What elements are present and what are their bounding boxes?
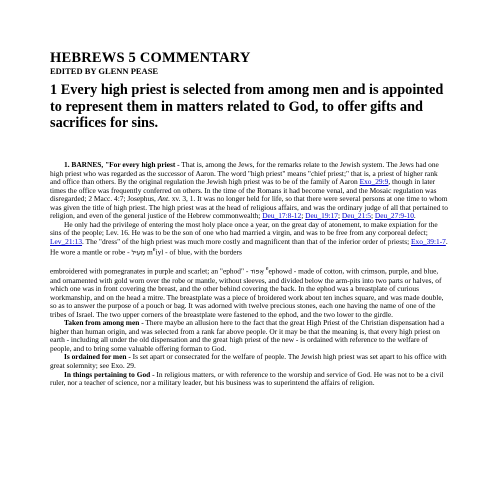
paragraph-text: ; bbox=[301, 211, 306, 221]
paragraph-text: That is, among the Jews, for the remarks relate to the Jewish system. The Jews had one high priest who was regarded as the successor of Aaron. The word "high priest" means "chief priest;" that is, a priest of higher rank and office than others. By the original regulation the Jewish high priest was to be of the family of Aaron bbox=[50, 160, 439, 187]
hebrew-word: מְעִיל bbox=[131, 248, 146, 257]
scripture-link[interactable]: Deu_19:17 bbox=[305, 211, 338, 221]
paragraph-text: m bbox=[145, 247, 153, 257]
commentary-paragraph bbox=[50, 319, 450, 353]
paragraph-text: He only had the privilege of entering the most holy place once a year, on the great day of atonement, to make expiation for the sins of the people; Lev. 16. He was to be the son of one who had married a virgin, and was to be free from any corporeal defect; bbox=[50, 219, 438, 238]
commentary-paragraph bbox=[50, 353, 450, 370]
verse-heading: 1 Every high priest is selected from among men and is appointed to represent them in matters related to God, to offer gifts and sacrifices for sins. bbox=[50, 82, 444, 131]
paragraph-text: In religious matters, or with reference to the worship and service of God. He was not to be a civil ruler, nor a teacher of science, nor a military leader, but his business was to superintend the affairs of religion. bbox=[50, 369, 444, 388]
paragraph-text: ephowd - made of cotton, with crimson, purple, and blue, and ornamented with gold worn over the robe or mantle, without sleeves, and divided below the arm-pits into two parts or halves, of which one was in front covering the breast, and the other behind covering the back. In the ephod was a breastplate of curious workmanship, and on the head a mitre. The breastplate was a piece of broidered work about ten inches square, and was made double, so as to answer the purpose of a pouch or bag. It was adorned with twelve precious stones, each one having the name of one of the tribes of Israel. The two upper corners of the breastplate were fastened to the ephod, and the two lower to the girdle. bbox=[50, 266, 444, 319]
paragraph-text: , though in later times the office was frequently conferred on others. In the time of the Romans it had become venal, and the Mosaic regulation was disregarded; 2 Macc. 4:7; Josephus, bbox=[50, 177, 437, 204]
paragraph-text: ; bbox=[371, 211, 375, 221]
paragraph-text: . bbox=[413, 211, 416, 221]
scripture-link[interactable]: Deu_21:5 bbox=[341, 211, 372, 221]
paragraph-text: . xv. 3, 1. It was no longer held for life, so that there were several persons at one time to whom was given the title of high priest. The high priest was at the head of religious affairs, and was the ordinary judge of all that pertained to religion, and even of the general justice of the Hebrew commonwealth; bbox=[50, 194, 448, 221]
paragraph-text: . He wore a mantle or robe - bbox=[50, 236, 448, 257]
scripture-link[interactable]: Deu_17:8-12 bbox=[262, 211, 302, 221]
paragraph-lead: In things pertaining to God - bbox=[64, 369, 155, 379]
commentary-paragraph bbox=[50, 161, 450, 221]
scripture-link[interactable]: Lev_21:13 bbox=[50, 236, 83, 246]
paragraph-text: Ant bbox=[157, 194, 169, 204]
commentary-paragraph: embroidered with pomegranates in purple and scarlet; an "ephod" - אֵפוֹד $^e$ephowd - made of cotton, with crimson, purple, and blue, and ornamented with gold worn over the robe or mantle, without sleeves, and divided below the arm-pits into two parts or halves, of which one was in front covering the breast, and the other behind covering the back. In the ephod was a breastplate of curious workmanship, and on the head a mitre. The breastplate was a piece of broidered work about ten inches square, and was made double, so as to answer the purpose of a pouch or bag. It was adorned with twelve precious stones, each one having the name of one of the tribes of Israel. The two upper corners of the breastplate were fastened to the ephod, and the two lower to the girdle. bbox=[50, 266, 444, 319]
document-title: HEBREWS 5 COMMENTARY bbox=[50, 50, 251, 66]
paragraph-text: iyl - of blue, with the borders bbox=[155, 247, 242, 257]
document-editor: EDITED BY GLENN PEASE bbox=[50, 66, 159, 76]
paragraph-text: . The "dress" of the high priest was much more costly and magnificent than that of the inferior order of priests; bbox=[82, 236, 411, 246]
paragraph-text: Is set apart or consecrated for the welfare of people. The Jewish high priest was set apart to his office with great solemnity; see Exo. 29. bbox=[50, 352, 447, 370]
scripture-link[interactable]: Exo_29:9 bbox=[359, 177, 389, 187]
paragraph-text: embroidered with pomegranates in purple and scarlet; an "ephod" - bbox=[50, 266, 251, 276]
paragraph-text: ; bbox=[337, 211, 342, 221]
hebrew-word: אֵפוֹד bbox=[250, 267, 264, 276]
paragraph-text: There maybe an allusion here to the fact that the great High Priest of the Christian dispensation had a higher than human origin, and was selected from a rank far above people. Or it may be that the meaning is, that every high priest on earth - including all under the old dispensation and the great high priest of the new - is ordained with reference to the welfare of people, and to bring some valuable offering forman to God. bbox=[50, 318, 445, 353]
paragraph-lead: Is ordained for men - bbox=[64, 352, 131, 362]
commentary-paragraph: He only had the privilege of entering the most holy place once a year, on the great day of atonement, to make expiation for the sins of the people; Lev. 16. He was to be the son of one who had married a virgin, and was to be free from any corporeal defect; Lev_21:13. The "dress" of the high priest was much more costly and magnificent than that of the inferior order of priests; Exo_39:1-7. He wore a mantle or robe - מְעִיל $m^eiyl$ - of blue, with the borders bbox=[50, 219, 448, 257]
commentary-paragraph bbox=[50, 371, 450, 388]
scripture-link[interactable]: Exo_39:1-7 bbox=[410, 236, 446, 246]
paragraph-lead: Taken from among men - bbox=[64, 318, 144, 328]
scripture-link[interactable]: Deu_27:9-10 bbox=[374, 211, 414, 221]
commentary-body bbox=[50, 161, 450, 388]
paragraph-lead: 1. BARNES, "For every high priest - bbox=[64, 160, 180, 169]
